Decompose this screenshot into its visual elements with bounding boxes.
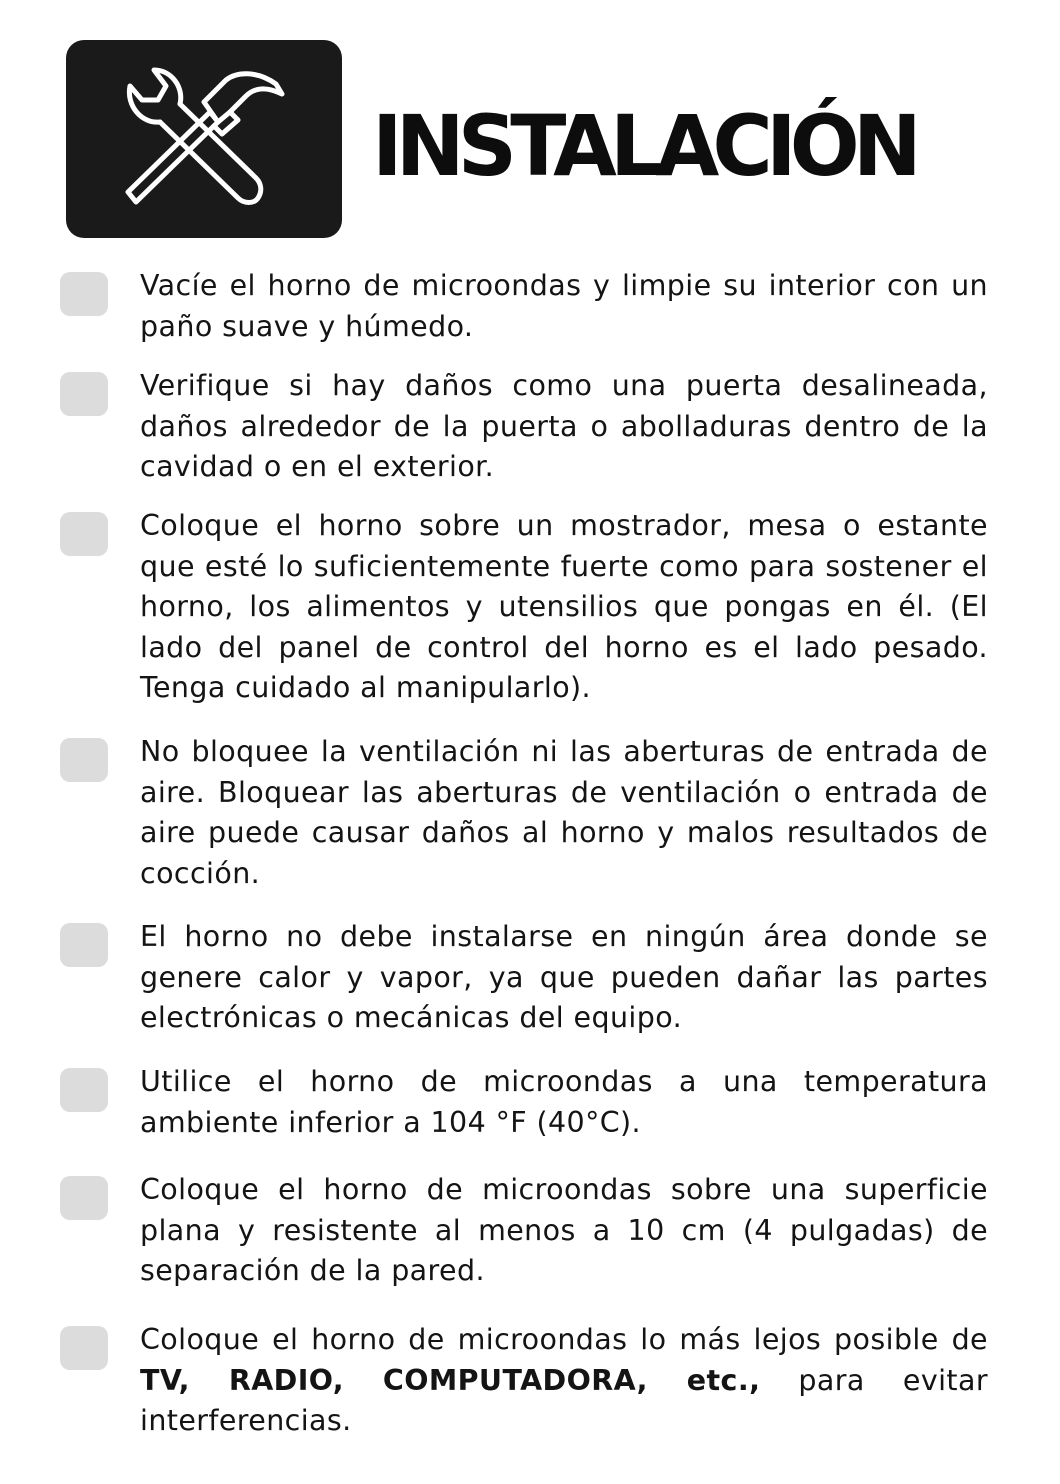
item-text-bold: TV, RADIO, COMPUTADORA, etc., <box>140 1363 761 1397</box>
checkbox[interactable] <box>60 1326 108 1370</box>
checkbox[interactable] <box>60 1068 108 1112</box>
item-text: Coloque el horno sobre un mostrador, mesa o estante que esté lo suficientemente fuerte como para sostener el horno, los alimentos y utensilios que pongas en él. (El lado del panel de control del horno es el lado pesado. Tenga cuidado al manipularlo). <box>140 509 988 704</box>
checkbox[interactable] <box>60 738 108 782</box>
item-text: Coloque el horno de microondas sobre una superficie plana y resistente al menos a 10 cm (4 pulgadas) de separación de la pared. <box>140 1173 988 1287</box>
wrench-hammer-icon <box>118 64 290 216</box>
header <box>66 40 986 238</box>
item-text: Vacíe el horno de microondas y limpie su interior con un paño suave y húmedo. <box>140 269 988 343</box>
checkbox[interactable] <box>60 272 108 316</box>
checkbox[interactable] <box>60 372 108 416</box>
item-text <box>140 1320 988 1442</box>
icon-box <box>66 40 342 238</box>
item-text-before: Coloque el horno de microondas lo más lejos posible de <box>140 1323 988 1356</box>
checkbox[interactable] <box>60 512 108 556</box>
item-text: No bloquee la ventilación ni las aberturas de entrada de aire. Bloquear las aberturas de ventilación o entrada de aire puede causar daños al horno y malos resultados de cocción. <box>140 735 988 890</box>
item-text-after: para evitar interferencias. <box>140 1363 988 1437</box>
checkbox[interactable] <box>60 923 108 967</box>
item-text: Verifique si hay daños como una puerta desalineada, daños alrededor de la puerta o abolladuras dentro de la cavidad o en el exterior. <box>140 369 988 483</box>
checkbox[interactable] <box>60 1176 108 1220</box>
item-text: El horno no debe instalarse en ningún área donde se genere calor y vapor, ya que pueden dañar las partes electrónicas o mecánicas del equipo. <box>140 920 988 1034</box>
item-text: Utilice el horno de microondas a una temperatura ambiente inferior a 104 °F (40°C). <box>140 1065 988 1139</box>
page-title: INSTALACIÓN <box>372 97 915 195</box>
